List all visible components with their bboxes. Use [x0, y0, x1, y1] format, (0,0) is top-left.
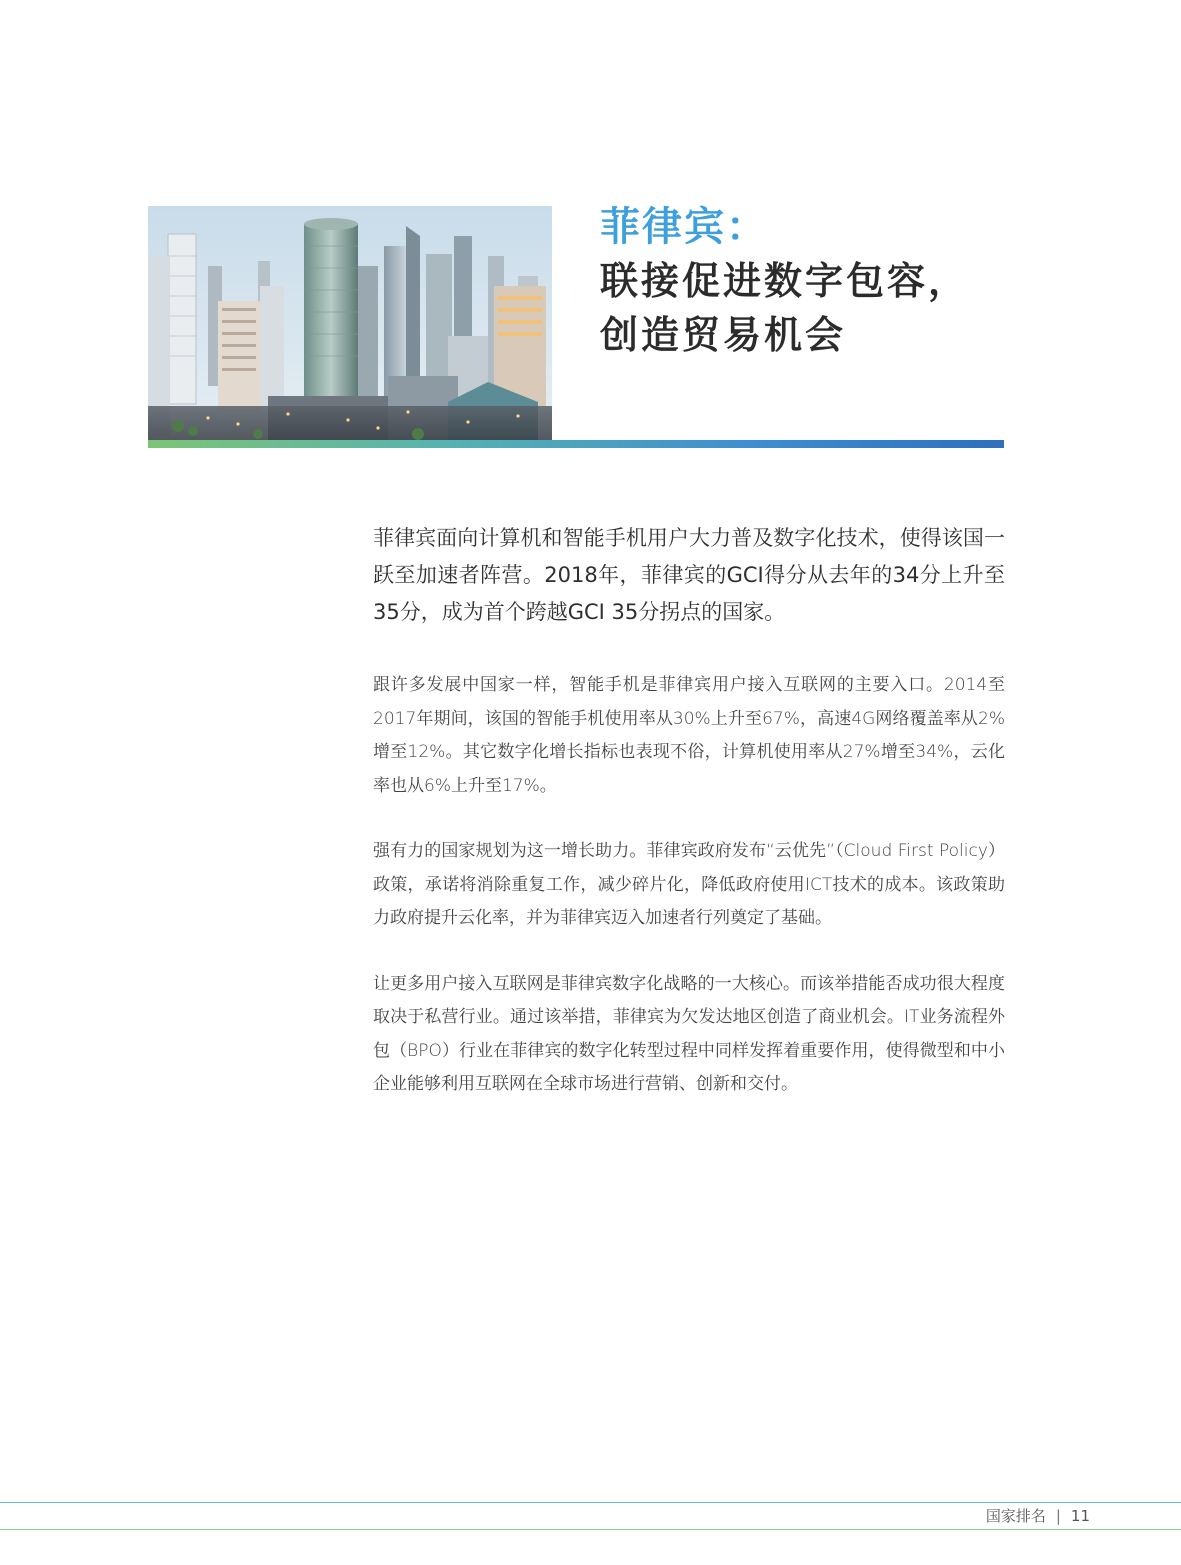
gradient-divider-bar	[148, 440, 1004, 448]
page-title	[600, 200, 1020, 362]
title-country: 菲律宾：	[600, 204, 768, 250]
page-footer	[986, 1505, 1090, 1527]
title-line-2: 创造贸易机会	[600, 313, 847, 357]
footer-rule-top	[0, 1502, 1181, 1503]
footer-separator: |	[1055, 1507, 1061, 1525]
title-line-1: 联接促进数字包容，	[600, 259, 970, 303]
footer-section-label: 国家排名	[985, 1507, 1046, 1525]
body-paragraph-2: 强有力的国家规划为这一增长助力。菲律宾政府发布“云优先”（Cloud First Policy）政策，承诺将消除重复工作，减少碎片化，降低政府使用ICT技术的成本。该政策助力政府提升云化率，并为菲律宾迈入加速者行列奠定了基础。	[373, 841, 1005, 928]
body-paragraph-3: 让更多用户接入互联网是菲律宾数字化战略的一大核心。而该举措能否成功很大程度取决于私营行业。通过该举措，菲律宾为欠发达地区创造了商业机会。IT业务流程外包（BPO）行业在菲律宾的数字化转型过程中同样发挥着重要作用，使得微型和中小企业能够利用互联网在全球市场进行营销、创新和交付。	[373, 973, 1005, 1094]
city-skyline-photo	[148, 206, 552, 440]
page-number: 11	[1070, 1507, 1090, 1525]
footer-rule-bottom	[0, 1529, 1181, 1530]
article-body	[373, 520, 1005, 1134]
body-paragraph-1: 跟许多发展中国家一样，智能手机是菲律宾用户接入互联网的主要入口。2014至2017年期间，该国的智能手机使用率从30%上升至67%，高速4G网络覆盖率从2%增至12%。其它数字化增长指标也表现不俗，计算机使用率从27%增至34%，云化率也从6%上升至17%。	[373, 675, 1005, 796]
lead-paragraph: 菲律宾面向计算机和智能手机用户大力普及数字化技术，使得该国一跃至加速者阵营。2018年，菲律宾的GCI得分从去年的34分上升至35分，成为首个跨越GCI 35分拐点的国家。	[373, 526, 1005, 624]
